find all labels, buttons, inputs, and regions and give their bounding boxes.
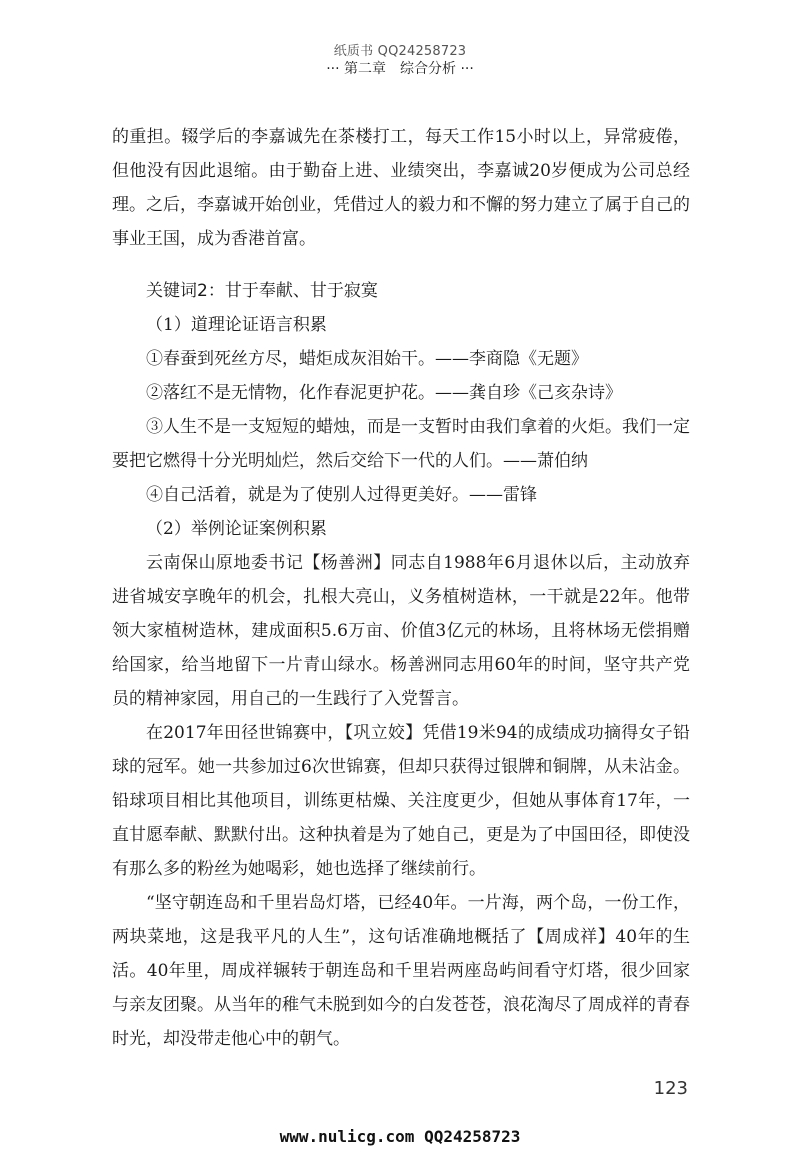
top-watermark: 纸质书 QQ24258723	[333, 44, 467, 59]
subheading-argument-language: （1）道理论证语言积累	[146, 315, 327, 335]
paragraph-yang-shanzhou: 云南保山原地委书记【杨善洲】同志自1988年6月退休以后，主动放弃进省城安享晚年的机会，扎根大亮山，义务植树造林，一干就是22年。他带领大家植树造林，建成面积5.6万亩、价值3亿元的林场，且将林场无偿捐赠给国家，给当地留下一片青山绿水。杨善洲同志用60年的时间，坚守共产党员的精神家园，用自己的一生践行了入党誓言。	[112, 553, 690, 709]
subheading-example-cases: （2）举例论证案例积累	[146, 519, 327, 539]
running-head: ··· 第二章 综合分析 ···	[326, 61, 474, 77]
paragraph-li-ka-shing: 的重担。辍学后的李嘉诚先在茶楼打工，每天工作15小时以上，异常疲倦，但他没有因此退缩。由于勤奋上进、业绩突出，李嘉诚20岁便成为公司总经理。之后，李嘉诚开始创业，凭借过人的毅力和不懈的努力建立了属于自己的事业王国，成为香港首富。	[112, 127, 690, 249]
page-number: 123	[653, 1078, 688, 1099]
quote-1: ①春蚕到死丝方尽，蜡炬成灰泪始干。——李商隐《无题》	[146, 349, 588, 369]
paragraph-zhou-chengxiang: “坚守朝连岛和千里岩岛灯塔，已经40年。一片海，两个岛，一份工作，两块菜地，这是我平凡的人生”，这句话准确地概括了【周成祥】40年的生活。40年里，周成祥辗转于朝连岛和千里岩两座岛屿间看守灯塔，很少回家与亲友团聚。从当年的稚气未脱到如今的白发苍苍，浪花淘尽了周成祥的青春时光，却没带走他心中的朝气。	[112, 893, 690, 1049]
page-content	[112, 120, 690, 1056]
quote-3: ③人生不是一支短短的蜡烛，而是一支暂时由我们拿着的火炬。我们一定要把它燃得十分光明灿烂，然后交给下一代的人们。——萧伯纳	[112, 417, 690, 471]
paragraph-gong-lijiao: 在2017年田径世锦赛中，【巩立姣】凭借19米94的成绩成功摘得女子铅球的冠军。她一共参加过6次世锦赛，但却只获得过银牌和铜牌，从未沾金。铅球项目相比其他项目，训练更枯燥、关注度更少，但她从事体育17年，一直甘愿奉献、默默付出。这种执着是为了她自己，更是为了中国田径，即使没有那么多的粉丝为她喝彩，她也选择了继续前行。	[112, 723, 690, 879]
quote-2: ②落红不是无情物，化作春泥更护花。——龚自珍《己亥杂诗》	[146, 383, 622, 403]
bottom-watermark: www.nulicg.com QQ24258723	[279, 1127, 521, 1146]
quote-4: ④自己活着，就是为了使别人过得更美好。——雷锋	[146, 485, 537, 505]
keyword-heading: 关键词2：甘于奉献、甘于寂寞	[146, 281, 378, 301]
